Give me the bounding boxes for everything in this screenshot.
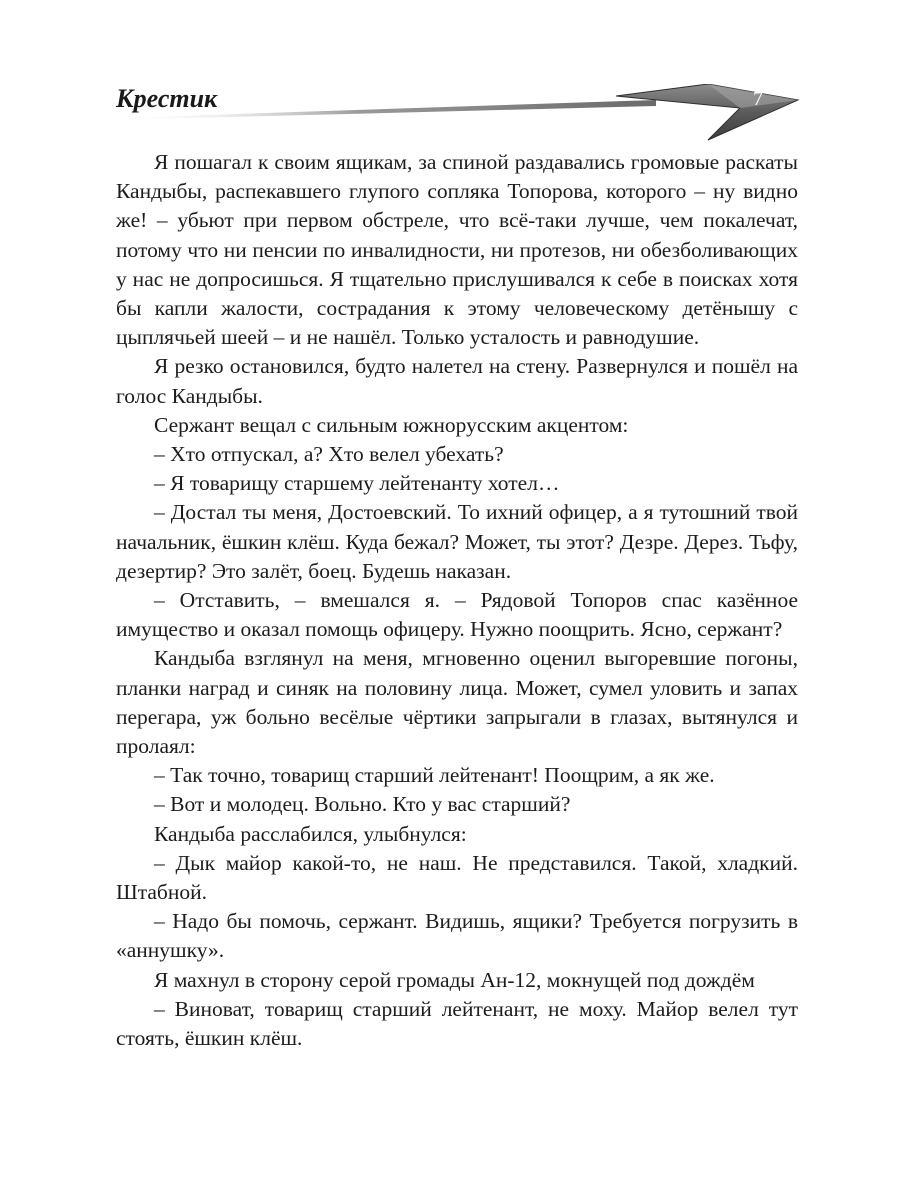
paragraph: Кандыба взглянул на меня, мгновенно оценил выгоревшие погоны, планки наград и синяк на половину лица. Может, сумел уловить и запах перегара, уж больно весёлые чёртики запрыгали в глазах, вытянулся и пролаял: <box>116 646 798 759</box>
paragraph: – Надо бы помочь, сержант. Видишь, ящики? Требуется погрузить в «аннушку». <box>116 909 798 963</box>
paragraph: – Достал ты меня, Достоевский. То ихний офицер, а я тутошний твой начальник, ёшкин клёш. Куда бежал? Может, ты этот? Дезре. Дерез. Тьфу, дезертир? Это залёт, боец. Будешь наказан. <box>116 500 798 583</box>
paragraph: Я махнул в сторону серой громады Ан-12, мокнущей под дождём <box>154 967 755 992</box>
paragraph: – Отставить, – вмешался я. – Рядовой Топоров спас казённое имущество и оказал помощь офицеру. Нужно поощрить. Ясно, сержант? <box>116 588 798 642</box>
paragraph: Я резко остановился, будто налетел на стену. Развернулся и пошёл на голос Кандыбы. <box>116 354 798 408</box>
paragraph: Сержант вещал с сильным южнорусским акцентом: <box>154 412 629 437</box>
running-title: Крестик <box>116 84 218 113</box>
paragraph: Кандыба расслабился, улыбнулся: <box>154 821 467 846</box>
paragraph: – Так точно, товарищ старший лейтенант! Поощрим, а як же. <box>154 763 715 788</box>
paragraph: – Хто отпускал, а? Хто велел убехать? <box>154 442 504 467</box>
paragraph: – Виноват, товарищ старший лейтенант, не моху. Майор велел тут стоять, ёшкин клёш. <box>116 996 798 1051</box>
paragraph: – Дык майор какой-то, не наш. Не представился. Такой, хладкий. Штабной. <box>116 850 798 905</box>
page-number: 7 <box>753 88 763 110</box>
paragraph: – Вот и молодец. Вольно. Кто у вас старший? <box>154 792 571 817</box>
arrow-rule-icon <box>116 84 806 144</box>
text-body <box>116 148 798 1053</box>
paragraph: – Я товарищу старшему лейтенанту хотел… <box>154 471 560 496</box>
paragraph: Я пошагал к своим ящикам, за спиной раздавались громовые раскаты Кандыбы, распекавшего глупого сопляка Топорова, которого – ну видно же! – убьют при первом обстреле, что всё-таки лучше, чем покалечат, потому что ни пенсии по инвалидности, ни протезов, ни обезболивающих у нас не допросишься. Я тщательно прислушивался к себе в поисках хотя бы капли жалости, сострадания к этому человеческому детёнышу с цыплячьей шеей – и не нашёл. Только усталость и равнодушие. <box>116 150 798 350</box>
page-header <box>0 0 900 150</box>
